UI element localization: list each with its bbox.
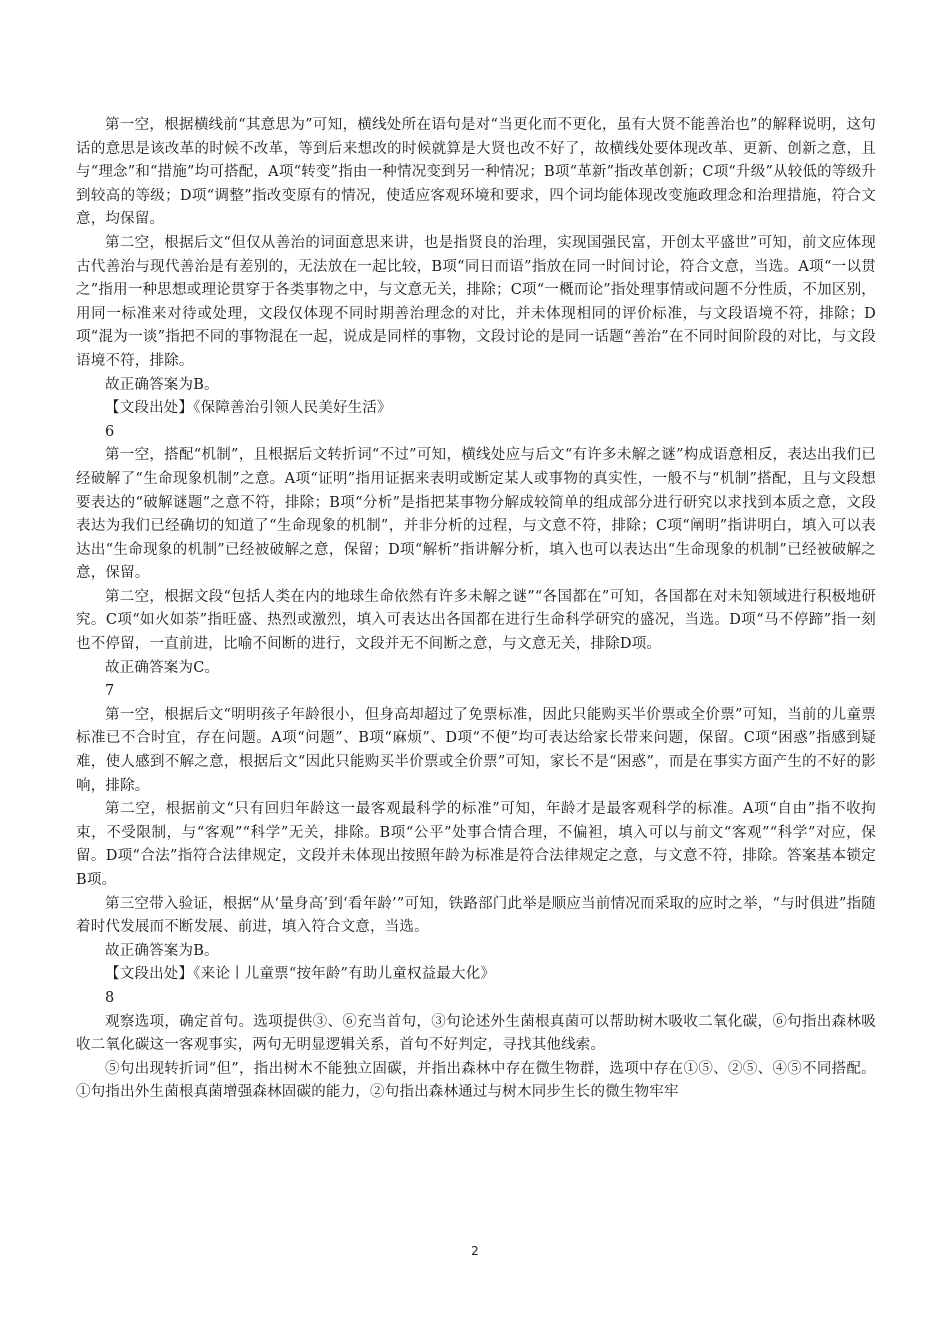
paragraph: 故正确答案为B。 — [105, 942, 219, 959]
paragraph: 第二空，根据文段“包括人类在内的地球生命依然有许多未解之谜”“各国都在”可知，各国都在对未知领域进行积极地研究。C项“如火如荼”指旺盛、热烈或激烈，填入可表达出各国都在进行生命科学研究的盛况，当选。D项“马不停蹄”指一刻也不停留，一直前进，比喻不间断的进行，文段并无不间断之意，与文意无关，排除D项。 — [76, 588, 876, 653]
paragraph: 故正确答案为B。 — [105, 376, 219, 393]
paragraph: 第三空带入验证，根据“从‘量身高’到‘看年龄’”可知，铁路部门此举是顺应当前情况而采取的应时之举，“与时俱进”指随着时代发展而不断发展、前进，填入符合文意，当选。 — [76, 895, 876, 936]
paragraph: 第二空，根据前文“只有回归年龄这一最客观最科学的标准”可知，年龄才是最客观科学的标准。A项“自由”指不收拘束，不受限制，与“客观”“科学”无关，排除。B项“公平”处事合情合理，不偏袒，填入可以与前文“客观”“科学”对应，保留。D项“合法”指符合法律规定，文段并未体现出按照年龄为标准是符合法律规定之意，与文意不符，排除。答案基本锁定B项。 — [76, 801, 876, 888]
paragraph: 故正确答案为C。 — [105, 659, 220, 676]
question-number: 7 — [105, 683, 115, 700]
source-citation: 【文段出处】《保障善治引领人民美好生活》 — [105, 400, 392, 417]
question-number: 8 — [105, 989, 115, 1006]
paragraph: 第二空，根据后文“但仅从善治的词面意思来讲，也是指贤良的治理，实现国强民富，开创太平盛世”可知，前文应体现古代善治与现代善治是有差别的，无法放在一起比较，B项“同日而语”指放在同一时间讨论，符合文意，当选。A项“一以贯之”指用一种思想或理论贯穿于各类事物之中，与文意无关，排除；C项“一概而论”指处理事情或问题不分性质，不加区别，用同一标准来对待或处理，文段仅体现不同时期善治理念的对比，并未体现相同的评价标准，与文段语境不符，排除；D项“混为一谈”指把不同的事物混在一起，说成是同样的事物，文段讨论的是同一话题“善治”在不同时间阶段的对比，与文段语境不符，排除。 — [76, 234, 876, 369]
page-number: 2 — [471, 1244, 479, 1258]
paragraph: 第一空，根据横线前“其意思为”可知，横线处所在语句是对“当更化而不更化，虽有大贤不能善治也”的解释说明，这句话的意思是该改革的时候不改革，等到后来想改的时候就算是大贤也改不好了，故横线处要体现改革、更新、创新之意，且与“理念”和“措施”均可搭配，A项“转变”指由一种情况变到另一种情况；B项“革新”指改革创新；C项“升级”从较低的等级升到较高的等级；D项“调整”指改变原有的情况，使适应客观环境和要求，四个词均能体现改变施政理念和治理措施，符合文意，均保留。 — [76, 117, 876, 228]
paragraph: 第一空，搭配“机制”，且根据后文转折词“不过”可知，横线处应与后文“有许多未解之谜”构成语意相反，表达出我们已经破解了“生命现象机制”之意。A项“证明”指用证据来表明或断定某人或事物的真实性，一般不与“机制”搭配，且与文段想要表达的“破解谜题”之意不符，排除；B项“分析”是指把某事物分解成较简单的组成部分进行研究以求找到本质之意，文段表达为我们已经确切的知道了“生命现象的机制”，并非分析的过程，与文意不符，排除；C项“阐明”指讲明白，填入可以表达出“生命现象的机制”已经被破解之意，保留；D项“解析”指讲解分析，填入也可以表达出“生命现象的机制”已经被破解之意，保留。 — [76, 447, 876, 582]
paragraph: 第一空，根据后文“明明孩子年龄很小，但身高却超过了免票标准，因此只能购买半价票或全价票”可知，当前的儿童票标准已不合时宜，存在问题。A项“问题”、B项“麻烦”、D项“不便”均可表达给家长带来问题，保留。C项“困惑”指感到疑难，使人感到不解之意，根据后文“因此只能购买半价票或全价票”可知，家长不是“困惑”，而是在事实方面产生的不好的影响，排除。 — [76, 706, 876, 794]
paragraph: ⑤句出现转折词“但”，指出树木不能独立固碳，并指出森林中存在微生物群，选项中存在①⑤、②⑤、④⑤不同搭配。①句指出外生菌根真菌增强森林固碳的能力，②句指出森林通过与树木同步生长的微生物牢牢 — [76, 1060, 876, 1101]
question-number: 6 — [105, 423, 115, 440]
source-citation: 【文段出处】《来论丨儿童票“按年龄”有助儿童权益最大化》 — [105, 966, 496, 983]
paragraph: 观察选项，确定首句。选项提供③、⑥充当首句，③句论述外生菌根真菌可以帮助树木吸收二氧化碳，⑥句指出森林吸收二氧化碳这一客观事实，两句无明显逻辑关系，首句不好判定，寻找其他线索。 — [76, 1013, 876, 1054]
page-body — [76, 114, 876, 1105]
